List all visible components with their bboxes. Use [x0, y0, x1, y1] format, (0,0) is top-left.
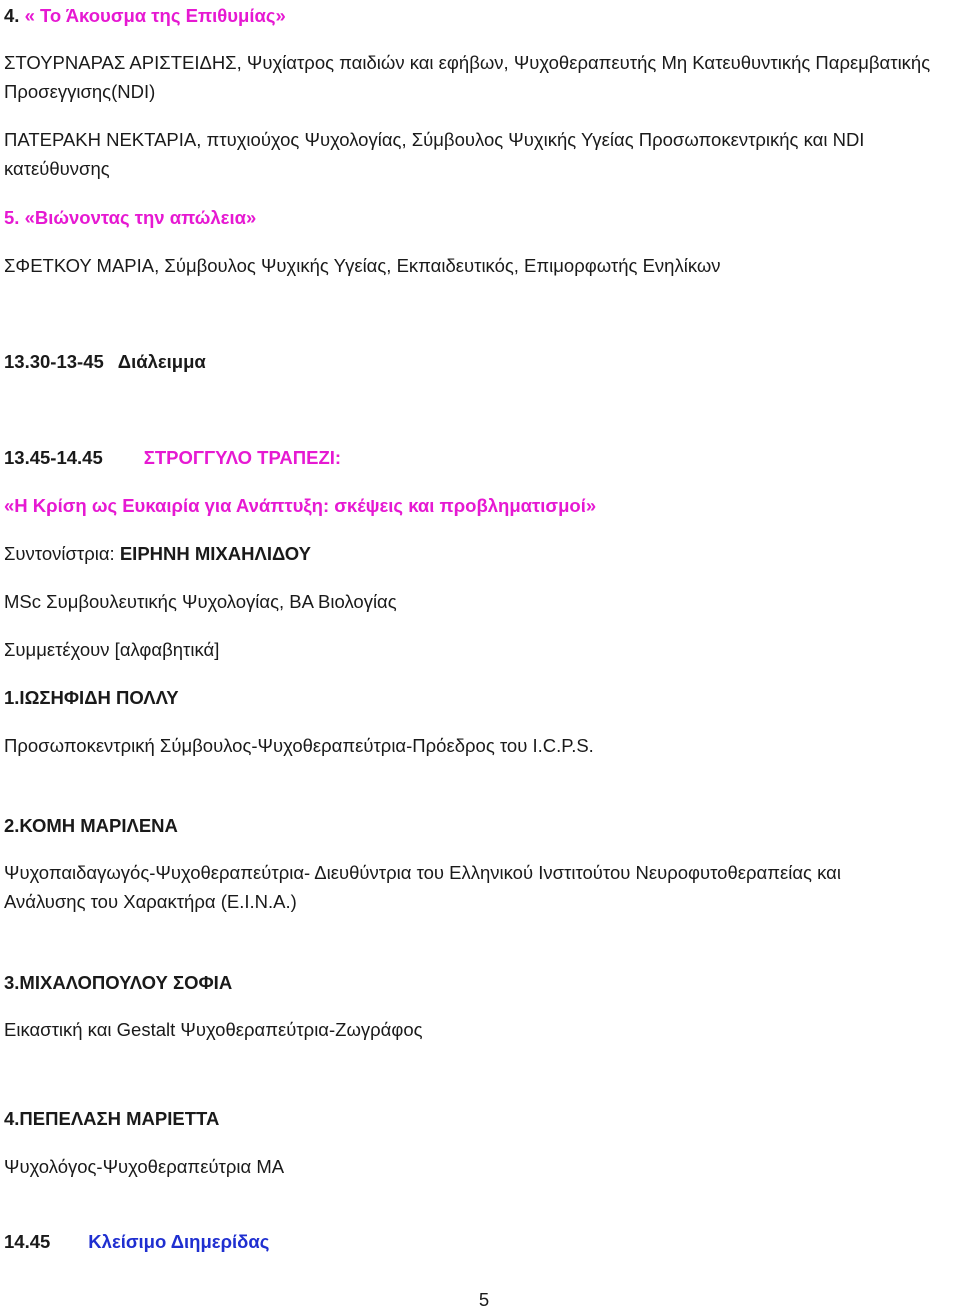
participants-label: Συμμετέχουν [αλφαβητικά]: [4, 639, 220, 660]
item5-number: 5.: [4, 207, 20, 228]
break-row: [4, 347, 956, 376]
break-label: Διάλειμμα: [117, 351, 206, 372]
participant-name: 2.ΚΟΜΗ ΜΑΡΙΛΕΝΑ: [4, 815, 178, 836]
page-number: 5: [478, 1289, 490, 1310]
closing-label: Κλείσιμο Διημερίδας: [88, 1231, 270, 1252]
coordinator-row: [4, 539, 956, 568]
participant-name: 3.ΜΙΧΑΛΟΠΟΥΛΟΥ ΣΟΦΙΑ: [4, 972, 233, 993]
participant-name: 4.ΠΕΠΕΛΑΣΗ ΜΑΡΙΕΤΤΑ: [4, 1108, 220, 1129]
closing-time: 14.45: [4, 1231, 51, 1252]
item5-title: «Βιώνοντας την απώλεια»: [24, 207, 257, 228]
closing-row: [4, 1227, 956, 1256]
break-time: 13.30-13-45: [4, 351, 104, 372]
item5-heading: [4, 203, 956, 232]
item4-speaker2: ΠΑΤΕΡΑΚΗ ΝΕΚΤΑΡΙΑ, πτυχιούχος Ψυχολογίας, Σύμβουλος Ψυχικής Υγείας Προσωποκεντρικής και NDI κατεύθυνσης: [4, 129, 865, 179]
participant-role: Ψυχοπαιδαγωγός-Ψυχοθεραπεύτρια- Διευθύντρια του Ελληνικού Ινστιτούτου Νευροφυτοθεραπείας και Ανάλυσης του Χαρακτήρα (Ε.Ι.Ν.Α.): [4, 862, 841, 912]
item4-speaker1: ΣΤΟΥΡΝΑΡΑΣ ΑΡΙΣΤΕΙΔΗΣ, Ψυχίατρος παιδιών και εφήβων, Ψυχοθεραπευτής Μη Κατευθυντικής Παρεμβατικής Προσεγγισης(NDI): [4, 52, 931, 102]
coordinator-label: Συντονίστρια:: [4, 543, 120, 564]
participant-role: Ψυχολόγος-Ψυχοθεραπεύτρια ΜΑ: [4, 1156, 285, 1177]
coordinator-name: ΕΙΡΗΝΗ ΜΙΧΑΗΛΙΔΟΥ: [119, 543, 311, 564]
item5-speaker: ΣΦΕΤΚΟΥ ΜΑΡΙΑ, Σύμβουλος Ψυχικής Υγείας, Εκπαιδευτικός, Επιμορφωτής Ενηλίκων: [4, 255, 721, 276]
item4-number: 4.: [4, 5, 20, 26]
participant-role: Προσωποκεντρική Σύμβουλος-Ψυχοθεραπεύτρια-Πρόεδρος του I.C.P.S.: [4, 735, 594, 756]
roundtable-time: 13.45-14.45: [4, 447, 103, 468]
roundtable-label: ΣΤΡΟΓΓΥΛΟ ΤΡΑΠΕΖΙ:: [143, 447, 342, 468]
roundtable-row: [4, 443, 956, 472]
coordinator-credentials: MSc Συμβουλευτικής Ψυχολογίας, BA Βιολογίας: [4, 591, 397, 612]
item4-heading: [4, 1, 956, 30]
participant-name: 1.ΙΩΣΗΦΙΔΗ ΠΟΛΛΥ: [4, 687, 179, 708]
roundtable-title: «Η Κρίση ως Ευκαιρία για Ανάπτυξη: σκέψεις και προβληματισμοί»: [4, 495, 597, 516]
participant-role: Εικαστική και Gestalt Ψυχοθεραπεύτρια-Ζωγράφος: [4, 1019, 423, 1040]
item4-title: « Το Άκουσμα της Επιθυμίας»: [24, 5, 286, 26]
